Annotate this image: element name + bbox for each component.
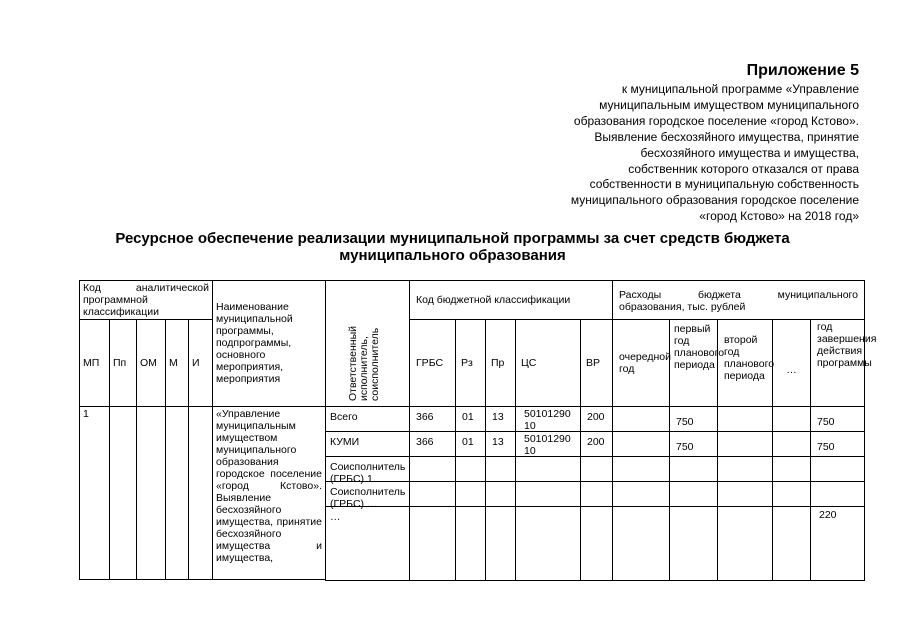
cell-rz-value: 01 [462,411,474,423]
cell-rz-value: 01 [462,436,474,448]
cell-etc [772,431,811,457]
cell-vr [580,506,613,581]
header-mp-label: МП [83,357,100,369]
cell-vr [580,431,613,457]
cell-etc [772,481,811,507]
cell-grbs [409,406,456,432]
cell-grbs-value: 366 [416,436,434,448]
row-i [188,406,213,580]
cell-pr [485,406,516,432]
cell-second [717,481,773,507]
header-i [188,319,213,407]
header-expenses [612,280,865,320]
document-title-line-2: муниципального образования [339,247,566,264]
header-code-group-line: классификации [83,306,159,318]
cell-current [612,506,670,581]
header-completion-year [810,319,877,407]
header-expenses-line: Расходы бюджета муниципального [619,289,858,301]
document-title-line-1: Ресурсное обеспечение реализации муниципальной программы за счет средств бюджета [115,230,790,247]
cell-pr [485,481,516,507]
cell-completion [810,506,865,581]
header-grbs-label: ГРБС [416,357,444,369]
row-pp [109,406,137,580]
header-budget-code [409,280,613,320]
cell-rz [455,431,486,457]
cell-etc [772,456,811,482]
header-executor-label: Ответственный исполнитель, соисполнитель [347,326,381,401]
cell-executor-value: Соисполнитель (ГРБС) … [330,486,406,510]
header-expenses-line: образования, тыс. рублей [619,301,746,313]
cell-completion [810,431,865,457]
header-first-year [669,319,725,407]
header-i-label: И [192,357,200,369]
cell-pr [485,431,516,457]
cell-second [717,431,773,457]
cell-rz [455,506,486,581]
cell-vr-value: 200 [587,411,605,423]
cell-executor [325,481,410,510]
cell-completion-value: 750 [817,416,835,428]
cell-current [612,481,670,507]
cell-first [669,506,718,581]
cell-vr [580,456,613,482]
appendix-title: Приложение 5 [746,62,859,79]
cell-cs-value: 50101290 10 [524,408,571,432]
cell-pr [485,456,516,482]
appendix-line: Выявление бесхозяйного имущества, принятие [594,129,859,144]
appendix-line: собственник которого отказался от права [628,161,859,176]
appendix-line: «город Кстово» на 2018 год» [699,209,859,224]
header-pr-label: Пр [491,357,505,369]
header-current-year-label: очередной год [619,351,671,375]
cell-first [669,481,718,507]
cell-grbs [409,431,456,457]
cell-current [612,456,670,482]
header-om-label: ОМ [140,357,157,369]
cell-executor [325,406,410,432]
header-cs [515,319,581,407]
cell-cs [515,456,581,482]
header-m-label: М [169,357,178,369]
cell-cs [515,506,581,581]
appendix-line: собственности в муниципальную собственность [589,177,859,192]
cell-grbs-value: 366 [416,411,434,423]
header-first-year-label: первый год планового периода [674,323,725,371]
cell-cs [515,406,581,432]
cell-executor [325,431,410,457]
header-executor [325,280,410,407]
header-m [165,319,189,407]
row-mp [79,406,110,580]
header-rz-label: Рз [461,357,473,369]
appendix-line: к муниципальной программе «Управление [621,82,859,96]
cell-rz [455,456,486,482]
cell-executor-value: … [330,511,341,523]
header-current-year [612,319,670,407]
cell-vr-value: 200 [587,436,605,448]
cell-current [612,431,670,457]
header-code-group-line: Код аналитической [83,282,209,294]
cell-first-value: 750 [676,441,694,453]
header-pp [109,319,137,407]
cell-executor [325,506,410,581]
header-rz [455,319,486,407]
row-program-name [212,406,326,580]
header-budget-code-label: Код бюджетной классификации [416,294,571,306]
cell-pr-value: 13 [492,411,504,423]
cell-cs [515,481,581,507]
cell-executor-value: КУМИ [330,436,360,448]
cell-pr-value: 13 [492,436,504,448]
cell-first [669,406,718,432]
cell-second [717,456,773,482]
appendix-text [439,82,859,225]
row-m [165,406,189,580]
cell-grbs [409,506,456,581]
header-name [212,280,326,407]
header-pp-label: Пп [113,357,127,369]
cell-executor-value: Всего [330,411,358,423]
cell-cs-value: 50101290 10 [524,433,571,457]
appendix-line: муниципального образования городское поселение [570,193,859,208]
header-om [136,319,166,407]
row-program-name-text: «Управление муниципальным имуществом муниципального образования городское поселение «город Кстово». Выявление бесхозяйного имущества, принятие бесхозяйного имущества и имущества, [216,408,322,564]
cell-cs [515,431,581,457]
header-second-year-label: второй год планового периода [724,334,775,382]
appendix-line: образования городское поселение «город Кстово». [573,113,859,128]
row-om [136,406,166,580]
header-code-group [79,280,213,320]
cell-etc [772,406,811,432]
cell-pr [485,506,516,581]
appendix-line: бесхозяйного имущества и имущества, [640,145,859,160]
header-mp [79,319,110,407]
cell-current [612,406,670,432]
cell-rz [455,406,486,432]
header-pr [485,319,516,407]
cell-vr [580,481,613,507]
cell-completion-value: 220 [819,509,837,521]
header-vr-label: ВР [586,357,601,369]
header-ellipsis-label: … [786,363,797,376]
header-completion-year-label: год завершения действия программы [817,321,877,369]
cell-grbs [409,456,456,482]
cell-grbs [409,481,456,507]
header-name-label: Наименование муниципальной программы, подпрограммы, основного мероприятия, мероприятия [216,301,293,385]
header-second-year [717,319,773,407]
cell-executor-value: Соисполнитель (ГРБС) 1 [330,461,406,485]
cell-completion [810,456,865,482]
cell-completion-value: 750 [817,441,835,453]
header-vr [580,319,613,407]
header-cs-label: ЦС [521,357,537,369]
cell-first [669,431,718,457]
cell-etc [772,506,811,581]
header-ellipsis [772,319,811,407]
cell-rz [455,481,486,507]
appendix-line: муниципальным имуществом муниципального [599,97,859,112]
cell-second [717,406,773,432]
cell-executor [325,456,410,485]
row-mp-value: 1 [83,408,89,420]
header-code-group-line: программной [83,294,148,306]
cell-completion [810,481,865,507]
cell-second [717,506,773,581]
cell-completion [810,406,865,432]
document-title [0,230,905,264]
cell-first-value: 750 [676,416,694,428]
cell-first [669,456,718,482]
header-grbs [409,319,456,407]
cell-vr [580,406,613,432]
